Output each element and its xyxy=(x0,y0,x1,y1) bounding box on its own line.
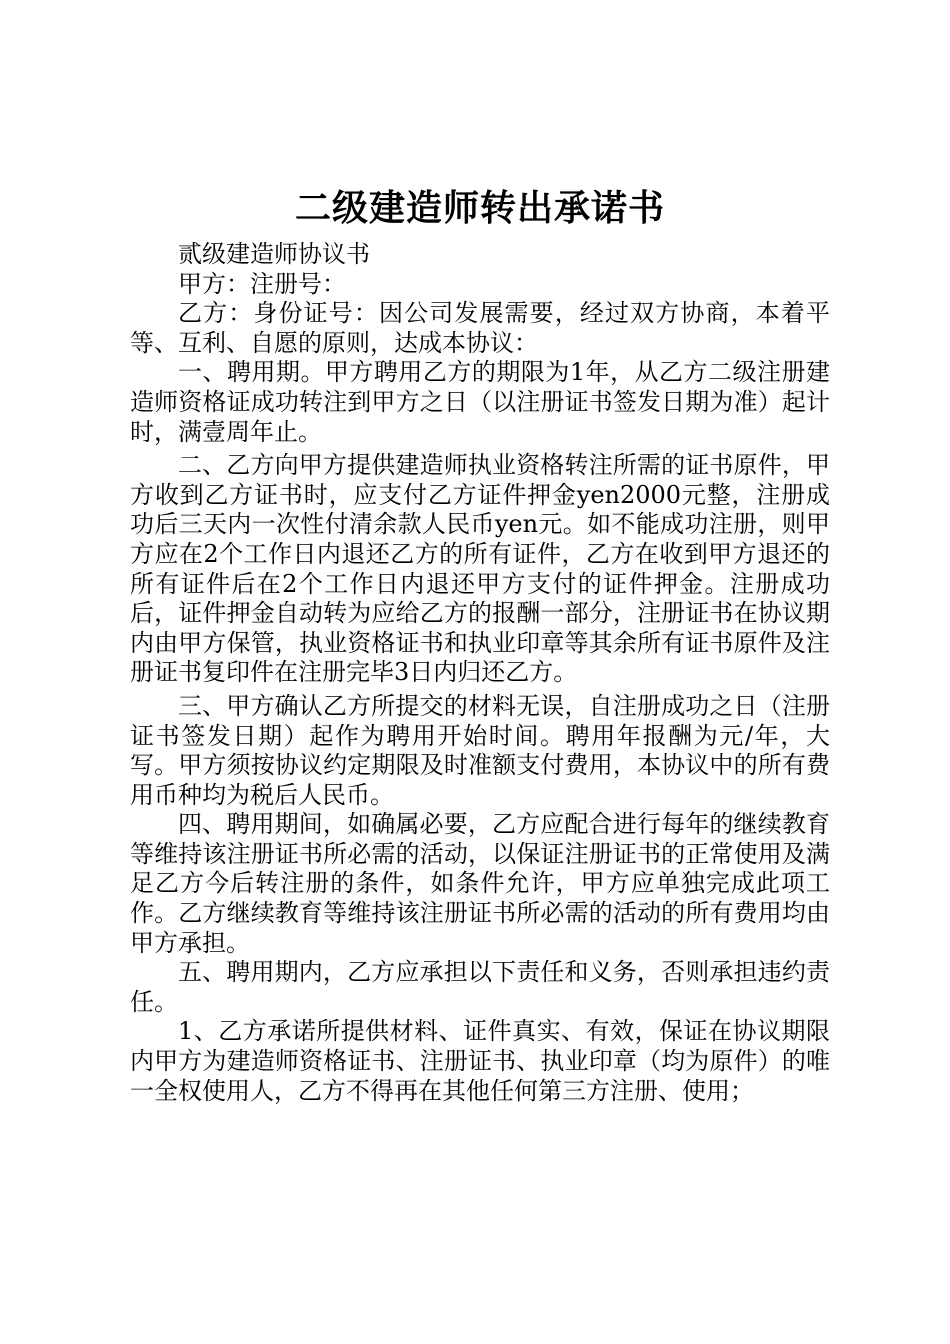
document-title: 二级建造师转出承诺书 xyxy=(294,187,665,229)
clause-1-paragraph: 一、聘用期。甲方聘用乙方的期限为1年，从乙方二级注册建造师资格证成功转注到甲方之日（以注册证书签发日期为准）起计时，满壹周年止。 xyxy=(130,358,830,446)
party-b-paragraph: 乙方：身份证号：因公司发展需要，经过双方协商，本着平等、互利、自愿的原则，达成本协议： xyxy=(130,299,830,357)
clause-5-paragraph: 五、聘用期内，乙方应承担以下责任和义务，否则承担违约责任。 xyxy=(130,958,830,1016)
subtitle-line: 贰级建造师协议书 xyxy=(178,240,370,268)
party-a-line: 甲方：注册号： xyxy=(178,269,346,298)
clause-3-paragraph: 三、甲方确认乙方所提交的材料无误，自注册成功之日（注册证书签发日期）起作为聘用开始时间。聘用年报酬为元/年，大写。甲方须按协议约定期限及时准额支付费用，本协议中的所有费用币种均为税后人民币。 xyxy=(130,691,830,809)
document-page xyxy=(130,180,830,1106)
item-1-paragraph: 1、乙方承诺所提供材料、证件真实、有效，保证在协议期限内甲方为建造师资格证书、注册证书、执业印章（均为原件）的唯一全权使用人，乙方不得再在其他任何第三方注册、使用； xyxy=(130,1017,830,1105)
clause-4-paragraph: 四、聘用期间，如确属必要，乙方应配合进行每年的继续教育等维持该注册证书所必需的活动，以保证注册证书的正常使用及满足乙方今后转注册的条件，如条件允许，甲方应单独完成此项工作。乙方继续教育等维持该注册证书所必需的活动的所有费用均由甲方承担。 xyxy=(130,810,830,957)
clause-2-paragraph: 二、乙方向甲方提供建造师执业资格转注所需的证书原件，甲方收到乙方证书时，应支付乙方证件押金yen2000元整，注册成功后三天内一次性付清余款人民币yen元。如不能成功注册，则甲方应在2个工作日内退还乙方的所有证件，乙方在收到甲方退还的所有证件后在2个工作日内退还甲方支付的证件押金。注册成功后，证件押金自动转为应给乙方的报酬一部分，注册证书在协议期内由甲方保管，执业资格证书和执业印章等其余所有证书原件及注册证书复印件在注册完毕3日内归还乙方。 xyxy=(130,451,830,687)
